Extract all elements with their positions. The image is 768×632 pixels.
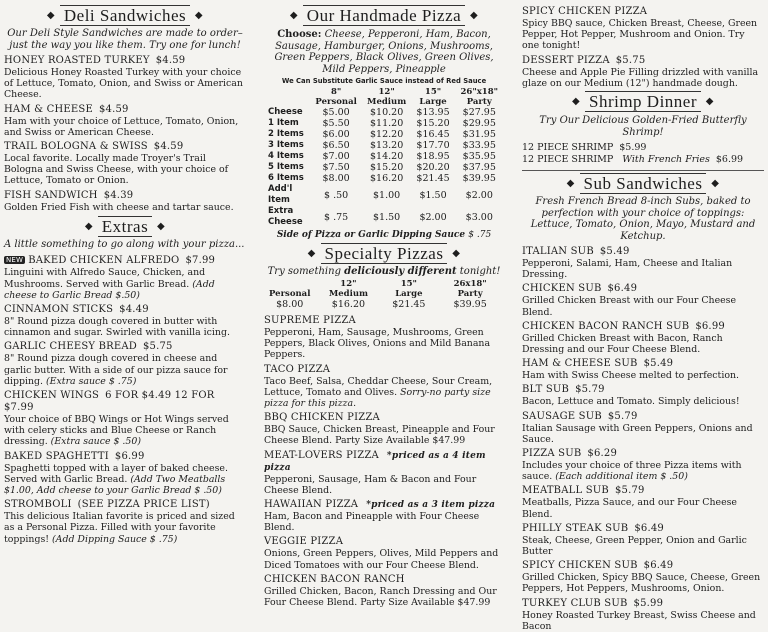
item-name-row	[522, 55, 764, 67]
diamond-icon: ◆	[711, 178, 720, 190]
option-side: With French Fries	[622, 154, 710, 166]
shrimp-price-list	[522, 142, 764, 166]
right-column	[514, 0, 768, 632]
item-description	[522, 610, 764, 632]
description-text: 8" Round pizza dough covered in cheese and garlic butter. With a side of our pizza sauce for dipping.	[4, 353, 228, 387]
item-name-row	[4, 104, 246, 116]
option-name: 12 PIECE SHRIMP	[522, 142, 614, 154]
item-price: $5.49	[643, 358, 674, 370]
row-label: Cheese	[268, 107, 303, 117]
price-cell: $1.50	[419, 189, 447, 201]
menu-item	[522, 560, 764, 594]
menu-item	[522, 598, 764, 632]
price-cell: $17.70	[416, 140, 450, 151]
description-text: Pepperoni, Salami, Ham, Cheese and Italian Dressing.	[522, 258, 733, 281]
description-text: Spaghetti topped with a layer of baked cheese. Served with Garlic Bread.	[4, 462, 228, 485]
price-cell: $8.00	[322, 173, 350, 184]
new-badge: NEW	[6, 256, 24, 265]
specialty-intro: Try something deliciously different tonight!	[267, 266, 501, 277]
item-description	[522, 423, 764, 445]
item-description	[4, 316, 246, 338]
price-cell: $5.00	[322, 107, 350, 118]
item-description	[522, 572, 764, 594]
item-name-row	[4, 390, 246, 414]
item-description	[264, 424, 504, 446]
diamond-icon: ◆	[469, 10, 479, 21]
deli-list	[4, 55, 246, 213]
item-price: $5.49	[599, 246, 630, 258]
menu-item	[4, 499, 246, 545]
description-text: Cheese and Apple Pie Filling drizzled with vanilla glaze on our Medium (12") handmade dough.	[522, 66, 759, 89]
item-name-row	[522, 321, 764, 333]
item-name: CHICKEN BACON RANCH SUB	[522, 320, 690, 332]
item-name-row	[4, 254, 246, 267]
description-text: 8" Round pizza dough covered in butter with cinnamon and sugar. Swirled with vanilla icing.	[4, 315, 230, 339]
middle-column	[256, 0, 510, 609]
extras-intro: A little something to go along with your pizza...	[4, 238, 245, 250]
item-name-row	[4, 451, 246, 463]
item-name: PHILLY STEAK SUB	[522, 522, 629, 534]
price-cell: $29.95	[462, 118, 496, 129]
menu-item	[522, 6, 764, 52]
menu-item	[522, 55, 764, 89]
row-label: 6 Items	[268, 173, 304, 183]
sub-sandwiches-heading: ◆ Sub Sandwiches ◆	[566, 174, 720, 194]
price-cell: $6.00	[322, 129, 350, 140]
description-text: BBQ Sauce, Chicken Breast, Pineapple and Four Cheese Blend. Party Size Available $47.99	[264, 424, 495, 447]
shrimp-dinner-heading: ◆ Shrimp Dinner ◆	[572, 92, 714, 112]
item-name-row	[264, 574, 504, 586]
specialty-list	[264, 315, 504, 608]
item-price: $6.49	[634, 522, 664, 534]
price-cell: $1.50	[373, 211, 401, 223]
item-name: BAKED CHICKEN ALFREDO	[28, 255, 180, 267]
item-description	[4, 67, 246, 101]
shrimp-option	[522, 142, 764, 154]
subs-list	[522, 246, 764, 632]
item-description	[264, 474, 504, 496]
item-name-row	[522, 560, 764, 572]
item-name: SPICY CHICKEN SUB	[522, 560, 638, 572]
pricing-note: *priced as a 3 item pizza	[366, 500, 496, 511]
item-description	[264, 327, 504, 361]
price-cell: $31.95	[462, 129, 496, 140]
menu-item	[264, 450, 504, 496]
extras-heading: ◆ Extras ◆	[84, 216, 166, 236]
item-price: $5.75	[142, 341, 173, 353]
item-name-row	[4, 141, 246, 153]
item-name-row	[264, 450, 504, 474]
price-cell: $8.00	[276, 299, 304, 310]
diamond-icon: ◆	[307, 248, 316, 259]
diamond-icon: ◆	[572, 96, 581, 108]
item-name: DESSERT PIZZA	[522, 54, 610, 66]
item-description	[522, 460, 764, 482]
item-description	[522, 333, 764, 355]
item-description	[4, 202, 246, 213]
price-row	[264, 107, 504, 118]
item-price: $5.75	[615, 54, 646, 66]
item-note: (Add Two Meatballs $1.00, Add cheese to your Garlic Bread $ .50)	[4, 473, 226, 496]
item-name: HONEY ROASTED TURKEY	[4, 55, 150, 66]
item-price: $5.79	[575, 384, 605, 396]
price-row	[264, 118, 504, 129]
item-name-row	[4, 304, 246, 316]
item-name-row	[4, 190, 246, 202]
item-description	[522, 396, 764, 407]
item-price: $7.99	[185, 255, 216, 267]
item-name: HAM & CHEESE SUB	[522, 358, 638, 370]
size-column-header: 8" Personal	[315, 87, 357, 107]
item-note: (Each additional item $ .50)	[555, 471, 688, 483]
item-name: CHICKEN BACON RANCH	[264, 573, 405, 585]
size-column-header: Personal	[269, 288, 311, 299]
price-cell: $21.45	[392, 299, 426, 310]
item-name-row	[522, 283, 764, 295]
price-cell: $16.20	[370, 173, 404, 184]
item-note: (Add Dipping Sauce $ .75)	[52, 533, 178, 545]
toppings-list: Choose: Cheese, Pepperoni, Ham, Bacon, Sausage, Hamburger, Onions, Mushrooms, Green Peppers, Black Olives, Green Olives, Mild Peppers, Pineapple	[274, 29, 494, 75]
size-column-header: 26x18" Party	[453, 279, 487, 299]
menu-item	[522, 384, 764, 407]
option-name: 12 PIECE SHRIMP	[522, 154, 614, 166]
item-note: (Extra sauce $ .50)	[50, 436, 141, 448]
price-row	[264, 162, 504, 173]
item-price: 6 FOR $4.49 12 FOR $7.99	[4, 389, 215, 413]
price-cell: $20.20	[416, 162, 450, 173]
item-price: $6.99	[114, 450, 145, 462]
side-sauce-note: Side of Pizza or Garlic Dipping Sauce $ .75	[276, 230, 492, 240]
row-label: 2 Items	[268, 129, 304, 139]
item-price: $6.49	[643, 560, 674, 572]
diamond-icon: ◆	[452, 248, 461, 259]
price-cell: $2.00	[419, 211, 447, 223]
description-text: Bacon, Lettuce and Tomato. Simply delicious!	[522, 396, 740, 408]
price-cell: $37.95	[462, 162, 496, 173]
item-name-row	[4, 55, 246, 67]
item-price: $4.59	[153, 141, 184, 153]
price-cell: $2.00	[465, 189, 493, 201]
description-text: Ham, Bacon and Pineapple with Four Cheese Blend.	[264, 511, 480, 534]
description-text: Spicy BBQ sauce, Chicken Breast, Cheese, Green Pepper, Hot Pepper, Mushroom and Onion. Try one tonight!	[522, 18, 758, 52]
menu-item	[522, 358, 764, 381]
extras-list	[4, 254, 246, 544]
menu-item	[522, 485, 764, 519]
item-description	[4, 511, 246, 545]
item-name: BAKED SPAGHETTI	[4, 450, 109, 462]
item-name: BBQ CHICKEN PIZZA	[264, 412, 380, 424]
item-name-row	[522, 485, 764, 497]
menu-item	[4, 104, 246, 138]
size-column-header: 15" Large	[395, 279, 423, 299]
description-text: Steak, Cheese, Green Pepper, Onion and Garlic Butter	[522, 534, 747, 558]
menu-item	[4, 451, 246, 497]
menu-item	[264, 412, 504, 446]
price-cell: $10.20	[370, 107, 404, 118]
item-price: $5.99	[633, 597, 664, 609]
item-name: STROMBOLI	[4, 499, 72, 511]
row-label: 4 Items	[268, 151, 304, 161]
item-name: PIZZA SUB	[522, 448, 582, 460]
row-label: 1 Item	[268, 118, 299, 128]
description-text: Delicious Honey Roasted Turkey with your choice of Lettuce, Tomato, Onion, and Swiss or American Cheese.	[4, 67, 243, 101]
menu-item	[4, 190, 246, 213]
description-text: Grilled Chicken Breast with Bacon, Ranch Dressing and our Four Cheese Blend.	[522, 332, 723, 356]
pizza-price-table	[264, 88, 504, 228]
menu-item	[264, 315, 504, 361]
size-column-header: 26"x18" Party	[460, 87, 499, 107]
description-text: Pepperoni, Ham, Sausage, Mushrooms, Green Peppers, Black Olives, Onions and Mild Banana Peppers.	[264, 327, 491, 361]
item-name: ITALIAN SUB	[522, 246, 594, 258]
price-cell: $15.20	[416, 118, 450, 129]
item-name-row	[522, 6, 764, 18]
pricing-note: *priced as a 4 item pizza	[264, 450, 486, 473]
item-name: HAWAIIAN PIZZA	[264, 499, 359, 511]
size-column-header: 15" Large	[419, 87, 447, 107]
item-description	[264, 511, 504, 533]
diamond-icon: ◆	[84, 220, 94, 232]
description-text: Grilled Chicken Breast with our Four Cheese Blend.	[522, 295, 737, 318]
left-column	[0, 0, 252, 591]
diamond-icon: ◆	[705, 96, 714, 108]
item-name-row	[264, 536, 504, 548]
deli-sandwiches-heading: ◆ Deli Sandwiches ◆	[46, 6, 204, 25]
description-text: Honey Roasted Turkey Breast, Swiss Cheese and Bacon	[522, 609, 756, 632]
item-name: MEAT-LOVERS PIZZA	[264, 449, 379, 461]
shrimp-intro: Try Our Delicious Golden-Fried Butterfly Shrimp!	[539, 115, 747, 138]
item-name: CHICKEN SUB	[522, 283, 602, 295]
menu-item	[522, 411, 764, 445]
item-description	[522, 535, 764, 557]
item-name-row	[522, 523, 764, 535]
price-cell: $35.95	[462, 151, 496, 162]
price-cell: $ .50	[324, 189, 349, 201]
item-name-row	[522, 411, 764, 423]
item-price: $6.99	[695, 320, 725, 332]
price-cell: $14.20	[370, 151, 404, 162]
item-description	[264, 376, 504, 410]
item-name-row	[264, 499, 504, 511]
handmade-pizza-heading: ◆ Our Handmade Pizza ◆	[289, 6, 479, 25]
item-name-row	[264, 364, 504, 376]
menu-item	[522, 523, 764, 557]
price-cell: $12.20	[370, 129, 404, 140]
specialty-price-table	[264, 280, 504, 311]
price-cell: $13.20	[370, 140, 404, 151]
shrimp-option	[522, 154, 764, 166]
item-price: $6.29	[587, 448, 618, 460]
item-name-row	[522, 384, 764, 396]
description-text: Golden Fried Fish with cheese and tartar sauce.	[4, 201, 234, 213]
description-text: Meatballs, Pizza Sauce, and our Four Cheese Blend.	[522, 497, 737, 520]
item-description	[264, 548, 504, 570]
price-cell: $6.50	[322, 140, 350, 151]
menu-item	[4, 254, 246, 301]
item-name: TURKEY CLUB SUB	[522, 597, 628, 609]
item-name: FISH SANDWICH	[4, 189, 98, 201]
item-name: MEATBALL SUB	[522, 485, 609, 497]
description-text: Your choice of BBQ Wings or Hot Wings served with celery sticks and Blue Cheese or Ranch dressing.	[4, 413, 229, 448]
price-cell: $1.00	[373, 189, 401, 201]
item-price: $4.59	[155, 55, 186, 66]
menu-item	[4, 55, 246, 101]
menu-item	[522, 321, 764, 355]
item-name: SPICY CHICKEN PIZZA	[522, 6, 648, 17]
description-text: This delicious Italian favorite is priced and sized as a Personal Pizza. Filled with your favorite toppings!	[4, 511, 235, 545]
price-cell: $39.95	[462, 173, 496, 184]
description-text: Italian Sausage with Green Peppers, Onions and Sauce.	[522, 422, 753, 445]
price-cell: $18.95	[416, 151, 450, 162]
item-name: CINNAMON STICKS	[4, 303, 114, 315]
price-cell: $11.20	[370, 118, 404, 129]
row-label: Add'l Item	[268, 184, 293, 205]
item-name: BLT SUB	[522, 384, 570, 396]
size-column-header: 12" Medium	[367, 87, 407, 107]
price-cell: $3.00	[465, 211, 493, 223]
item-price: $6.49	[607, 283, 638, 295]
item-name-row	[522, 358, 764, 370]
item-description	[522, 67, 764, 89]
divider	[522, 170, 764, 171]
description-text: Grilled Chicken, Bacon, Ranch Dressing and Our Four Cheese Blend. Party Size Available $47.99	[264, 585, 497, 609]
price-row	[264, 129, 504, 140]
item-description	[4, 267, 246, 301]
item-name-row	[264, 315, 504, 327]
menu-item	[264, 499, 504, 533]
item-description	[4, 116, 246, 138]
item-description	[522, 18, 764, 52]
row-label: 3 Items	[268, 140, 304, 150]
price-cell: $16.45	[416, 129, 450, 140]
description-text: Ham with your choice of Lettuce, Tomato, Onion, and Swiss or American Cheese.	[4, 115, 239, 138]
item-price: $5.79	[614, 485, 645, 497]
price-cell: $13.95	[416, 107, 450, 118]
item-name-row	[522, 448, 764, 460]
menu-item	[4, 304, 246, 338]
description-text: Includes your choice of three Pizza items with sauce.	[522, 460, 742, 483]
item-description	[4, 353, 246, 387]
price-row	[264, 206, 504, 228]
price-row	[264, 151, 504, 162]
menu-item	[4, 390, 246, 448]
description-text: Local favorite. Locally made Troyer's Trail Bologna and Swiss Cheese, with your choice of Lettuce, Tomato or Onion.	[4, 153, 229, 187]
menu-item	[264, 536, 504, 570]
item-name: VEGGIE PIZZA	[264, 536, 344, 548]
diamond-icon: ◆	[289, 10, 299, 21]
item-name: SAUSAGE SUB	[522, 410, 602, 422]
item-description	[4, 414, 246, 448]
row-label: Extra Cheese	[268, 206, 303, 227]
description-text: Ham with Swiss Cheese melted to perfection.	[522, 370, 739, 382]
price-row	[264, 140, 504, 151]
size-column-header: 12" Medium	[328, 279, 368, 299]
item-description	[522, 497, 764, 519]
price-cell: $33.95	[462, 140, 496, 151]
option-price: $5.99	[619, 142, 647, 154]
price-cell: $5.50	[322, 118, 350, 129]
item-name: TACO PIZZA	[264, 363, 331, 375]
item-name-row	[522, 246, 764, 258]
item-description	[522, 258, 764, 280]
description-text: Linguini with Alfredo Sauce, Chicken, and Mushrooms. Served with Garlic Bread.	[4, 267, 206, 290]
subs-intro: Fresh French Bread 8-inch Subs, baked to perfection with your choice of toppings: Lettuce, Tomato, Onion, Mayo, Mustard and Ketchup.	[530, 196, 756, 242]
diamond-icon: ◆	[46, 10, 56, 21]
menu-item	[522, 448, 764, 482]
item-description	[522, 370, 764, 381]
item-name: GARLIC CHEESY BREAD	[4, 341, 137, 353]
deli-intro: Our Deli Style Sandwiches are made to order– just the way you like them. Try one for lunch!	[7, 28, 243, 51]
item-note: (Add cheese to Garlic Bread $.50)	[4, 278, 215, 301]
item-name: TRAIL BOLOGNA & SWISS	[4, 141, 148, 153]
item-description	[522, 295, 764, 317]
item-description	[264, 586, 504, 608]
price-row	[264, 184, 504, 206]
price-row	[264, 173, 504, 184]
item-price: (SEE PIZZA PRICE LIST)	[77, 499, 210, 511]
price-cell: $15.20	[370, 162, 404, 173]
price-cell: $21.45	[416, 173, 450, 184]
price-cell: $ .75	[324, 211, 349, 223]
price-cell: $7.00	[322, 151, 350, 162]
item-description	[4, 463, 246, 497]
description-text: Grilled Chicken, Spicy BBQ Sauce, Cheese, Green Peppers, Hot Peppers, Mushrooms, Onion.	[522, 572, 761, 595]
description-text: Taco Beef, Salsa, Cheddar Cheese, Sour Cream, Lettuce, Tomato and Olives.	[264, 375, 493, 398]
menu-item	[264, 574, 504, 608]
item-name-row	[4, 341, 246, 353]
item-price: $4.49	[119, 303, 149, 315]
menu-item	[264, 364, 504, 410]
item-note: (Extra sauce $ .75)	[46, 375, 137, 387]
diamond-icon: ◆	[566, 178, 575, 190]
item-price: $4.39	[103, 189, 134, 201]
item-name: SUPREME PIZZA	[264, 315, 356, 326]
price-cell: $7.50	[322, 162, 350, 173]
item-description	[4, 153, 246, 187]
item-name-row	[522, 598, 764, 610]
option-price: $6.99	[715, 154, 744, 166]
item-price: $4.59	[98, 103, 129, 115]
item-name-row	[264, 412, 504, 424]
sauce-substitute-note: We Can Substitute Garlic Sauce instead of Red Sauce	[281, 77, 487, 85]
diamond-icon: ◆	[156, 220, 166, 232]
extra-pizzas-list	[522, 6, 764, 89]
price-cell: $16.20	[331, 299, 366, 310]
item-name-row	[4, 499, 246, 511]
menu-item	[4, 141, 246, 187]
item-note: Sorry-no party size pizza for this pizza.	[264, 386, 491, 410]
price-cell: $39.95	[453, 299, 487, 310]
price-cell: $27.95	[462, 107, 496, 118]
row-label: 5 Items	[268, 162, 304, 172]
menu-item	[522, 246, 764, 280]
description-text: Pepperoni, Sausage, Ham & Bacon and Four Cheese Blend.	[264, 473, 477, 496]
description-text: Onions, Green Peppers, Olives, Mild Peppers and Diced Tomatoes with our Four Cheese Blend.	[264, 548, 499, 571]
item-name: HAM & CHEESE	[4, 103, 93, 115]
menu-item	[522, 283, 764, 317]
menu-item	[4, 341, 246, 387]
diamond-icon: ◆	[194, 10, 204, 21]
item-name: CHICKEN WINGS	[4, 389, 100, 401]
specialty-pizzas-heading: ◆ Specialty Pizzas ◆	[307, 244, 461, 263]
item-price: $5.79	[607, 410, 638, 422]
